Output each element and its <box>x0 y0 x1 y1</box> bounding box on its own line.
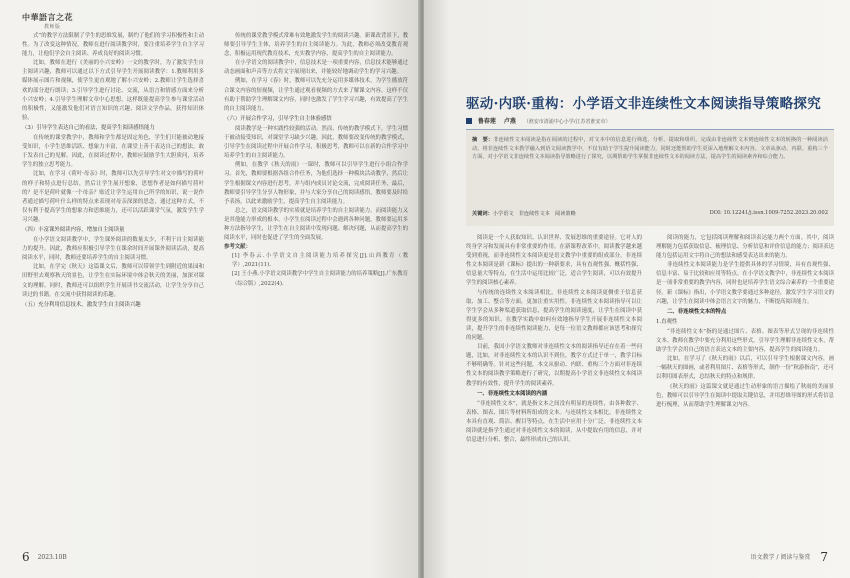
issue-date: 2023.10B <box>37 554 67 561</box>
paragraph: 比如，在学习了《秋天的雨》以后，可以引导学生根据课文内容，画一幅秋天的图画，或者利用图片、表格等形式，制作一份“秋游指南”，还可以利用图表形式，总结秋天的特点和规律。 <box>656 356 835 381</box>
paragraph: 与传统的连续性文本阅读相比，非连续性文本阅读更侧重于信息获取、加工、整合等方面，更加注重实用性。非连续性文本阅读指导可以让学生学会从多种渠道获取信息，提高学生的阅读速度，让学生在阅读中获得更多的知识。在教学实践中如何有效地指导学生开展非连续性文本阅读，提升学生的非连续性阅读能力，是每一位语文教师都应该思考和探究的问题。 <box>466 289 642 342</box>
section-heading: 二、非连续性文本的特点 <box>667 308 727 315</box>
paragraph: 在传统的课堂教学中，教师和学生都是固定角色，学生们只能被动地接受知识，小学生思维活跃、想象力丰富，在课堂上善于表达自己的想法，敢于发表自己的见解。因此，在阅读过程中，教师应鼓励学生大胆质问，培养学生的独立思考能力。 <box>22 135 204 169</box>
left-column-1 <box>22 32 204 311</box>
reference-item: [1] 李春云.小学语文自主阅读能力培养探究[J].山西教育（教学）,2021(11). <box>232 253 408 269</box>
paragraph: 在小学语文阅读教学中，学生课外阅读的数量太少，不利于自主阅读能力的提升。因此，教师应积极引导学生在课余时间开展课外阅读活动，提高阅读水平，同时，教师还要培养学生的自主阅读习惯。 <box>22 237 204 262</box>
paragraph: “非连续性文本”指的是通过图片、表格、图表等形式呈现的非连续性文本。教师在教学中要充分利用这些形式，引导学生理解非连续性文本，帮助学生学会用自己的语言表达文本的主要内容，提高学生的阅读能力。 <box>656 328 834 354</box>
author-affiliation: （淮安市清浦中心小学/江苏省淮安市） <box>523 119 611 125</box>
paragraph: 总之，语文阅读教学的实质就是培养学生的自主阅读能力。而阅读能力又是其他能力形成的根本。小学生在阅读过程中会遇到各种问题，教师要运用多种方法指导学生，让学生在自主阅读中发现问题、解决问题，从而提高学生的阅读水平，同时也促进了学生的全面发展。 <box>224 207 408 242</box>
section-heading: （四）丰富课外阅读内容，增加自主阅读量 <box>22 226 125 233</box>
paragraph: 阅读是一个人获取知识、认识世界、发展思维的重要途径。它对人的终身学习和发展具有非常重要的作用。在新课程改革中，阅读教学越来越受到重视，而非连续性文本阅读更是语文教学中重要的组成部分。非连续性文本阅读是新《课标》提出的一种新要求，具有直观性强、概括性强、信息量大等特点，在生活中运用比较广泛，适合学生阅读，可以有效提升学生的阅读核心素养。 <box>466 235 642 287</box>
section-heading: （3）引导学生表达自己的看法，提高学生阅读感悟能力 <box>22 124 155 131</box>
paragraph: 阅读教学是一种实践性较强的活动。然而，传统的教学模式下，学生习惯于被动接受知识，对课堂学习缺少兴趣。因此，教师要改变传统的教学模式，引导学生在阅读过程中开展合作学习，积极思考，教师可以在新的合作学习中培养学生的自主阅读能力。 <box>224 125 408 160</box>
author-name: 鲁春莲 <box>477 118 496 125</box>
reference-item: [2] 王小燕.小学语文阅读教学中学生自主阅读能力的培养策略[J].广东教育（综合版）,2022(4). <box>232 271 408 287</box>
article-title: 驱动·内联·重构：小学语文非连续性文本阅读指导策略探究 <box>466 96 821 112</box>
keywords-text: 小学语文 非连续性文本 阅读策略 <box>492 211 576 217</box>
right-page <box>424 0 850 578</box>
abstract-box <box>466 129 834 226</box>
references-heading: 参考文献： <box>224 244 251 251</box>
left-page-footer <box>22 550 67 564</box>
paragraph: 目前，我国小学语文教师对非连续性文本的阅读指导还存在着一些问题，比如，对非连续性文本的认识不到位，教学方式过于单一，教学目标不够明确等。针对这些问题，本文从驱动、内联、重构三个方面对非连续性文本的阅读教学策略进行了研究，以期提高小学语文非连续性文本阅读教学的有效性，提升学生的阅读素养。 <box>466 344 642 387</box>
byline-square-icon <box>466 118 472 124</box>
paragraph: “非连续性文本”，就是指文本之间没有明显的连续性，由各种数字、表格、图表、图片等材料所组成的文本。与连续性文本相比，非连续性文本具有直观、简洁、醒目等特点，在生活中应用十分广泛。非连续性文本阅读就是指学生通过对非连续性文本的阅读，从中提取有用的信息，并对信息进行分析、整合，最终形成自己的认识。 <box>466 400 642 444</box>
abstract <box>472 136 828 162</box>
left-page <box>0 0 420 578</box>
right-column-2 <box>656 234 834 410</box>
right-column-1 <box>466 234 642 445</box>
section-heading: （六）开展合作学习，引导学生自主体验感悟 <box>224 115 332 122</box>
paragraph: 例如，在教学《秋天的雨》一课时，教师可以引导学生进行小组合作学习。首先，教师要根据各组合作任务，为他们选择一种模块活动教学，然后让学生根据课文内容进行思考，并与组内成员讨论交流，完成阅读任务，最后，教师要引导学生分享人物形象，并与大家分享自己的阅读感悟，教师要及时给予表扬，以此来激励学生，提高学生自主阅读能力。 <box>224 162 408 205</box>
paragraph: 《秋天的雨》这篇课文就是通过生动形象的语言描绘了秋雨的美丽景色，教师可以引导学生在阅读中提取关键信息，并用思维导图的形式将信息进行梳理，从而帮助学生理解课文内容。 <box>656 383 834 408</box>
paragraph: 例如，在学习《春》时，教师可以先充分运用多媒体技术，为学生播放符合课文内容的短视频，让学生通过观看视频的方式来了解课文内容，这样不仅有助于帮助学生理解课文内容，同时也激发了学生学习兴趣，有效提高了学生的自主阅读能力。 <box>224 78 408 112</box>
abstract-text: 非连续性文本阅读是指在阅读的过程中，对文本中的信息进行筛选、分析、提取和组织，完成由非连续性文本到连续性文本的转换的一种阅读活动。将非连续性文本教学融入到语文阅读教学中，不仅有助于学生提升阅读能力，同时还能帮助学生更深入地理解文本内容。文章从驱动、内联、重构三个方面，对小学语文非连续性文本阅读指导策略进行了探究，以期帮助学生掌握非连续性文本的阅读方法，提高学生的阅读素养和综合能力。 <box>472 137 828 161</box>
section-heading: 1.直观性 <box>656 318 678 325</box>
paragraph: 式”的教学方法限制了学生的思维发展，制约了他们的学习积极性和主动性。为了改变这种情况，教师在进行阅读教学时，要注重培养学生自主学习能力，让他们学会自主阅读、养成良好的阅读习惯。 <box>22 33 204 58</box>
keywords-row <box>472 210 828 217</box>
paragraph: 阅读的能力，它包括阅读理解和阅读表达能力两个方面。其中，阅读理解能力包括获取信息、梳理信息、分析信息和评价信息的能力；阅读表达能力包括运用文字将自己的想法和感受表达出来的能力。 <box>656 235 834 260</box>
keywords-label: 关键词： <box>472 211 493 217</box>
page-number-left: 6 <box>22 550 30 564</box>
coauthor-name: 卢燕 <box>503 118 516 125</box>
right-page-footer: 语文教学 / 阅读与鉴赏 7 <box>750 550 828 564</box>
paragraph: 比如，教师在进行《美丽的小兴安岭》一文的教学时，为了激发学生自主阅读兴趣，教师可以通过以下方式引导学生开展阅读教学：1.教师利用多媒体展示图片和视频，使学生更直观地了解小兴安岭；2.教师让学生选择喜欢的部分进行朗读；3.引导学生进行讨论、交流，从语言和情感方面来分析小兴安岭；4.引导学生理解文章中心思想。这样既能提高学生参与课堂活动的积极性，又能激发他们对语言知识的兴趣，阅读文学作品，获得知识体验。 <box>22 60 204 121</box>
abstract-label: 摘 要： <box>472 137 494 143</box>
paragraph: 传统的课堂教学模式常难有效地激发学生的阅读兴趣。新课改背景下，教师要引导学生主体，培养学生的自主阅读能力。为此，教师必须改变教育观念，积极运用现代教育技术，充实教学内容，提高学生的自主阅读能力。 <box>224 33 408 58</box>
paragraph: 比如，在学完《秋天》这篇课文后，教师可以带领学生到附近的果园和田野里去观察秋天的景色，让学生在实际环境中体会秋天的美丽，加深对课文的理解。同时，教师还可以组织学生开展读书交流活动，让学生分享自己读过的书籍，在交流中获得阅读的乐趣。 <box>22 264 204 298</box>
left-column-2 <box>224 32 408 289</box>
logo-subtitle: 教师版 <box>44 24 61 30</box>
journal-logo <box>22 12 73 30</box>
journal-name: 语文教学 <box>750 554 775 561</box>
paragraph: 非连续性文本阅读能力是学生提供具体的学习情境，具有直观性强、信息丰富、易于比较和应用等特点。在小学语文教学中，非连续性文本阅读是一项非常重要的教学内容，同时也是培养学生语文综合素养的一个重要途径。新《课标》指出，小学语文教学要通过多种途径，激发学生学习语文的兴趣，让学生在阅读中体会语言文字的魅力，不断提高阅读能力。 <box>656 262 834 305</box>
section-name: 阅读与鉴赏 <box>780 554 811 561</box>
article-byline <box>466 116 610 125</box>
page-number-right: 7 <box>820 550 828 564</box>
paragraph: 比如，在学习《荷叶·母亲》时，教师可以先引导学生对文中描写的荷叶的样子和特点进行总结，然后让学生展开想象，思想作者是如何描写荷叶的？是不是荷叶就像一个母亲？贴近让学生运用自己所学的知识，说一说作者通过描写荷叶什么样的特点来表现对母亲深深的思念，通过这种方式，不仅有利于提高学生的想象力和思维能力，还可以活跃课堂气氛，激发学生学习兴趣。 <box>22 171 204 223</box>
paragraph: 在小学语文的阅读教学中，信息技术是一项重要内容，信息技术能够通过动态画面和声音等方式将文字展现出来，并能较好地调动学生的学习兴趣。 <box>224 60 408 76</box>
section-heading: 一、非连续性文本阅读的内涵 <box>477 390 548 397</box>
section-heading: （五）充分利用信息技术，激发学生自主阅读兴趣 <box>22 301 141 308</box>
logo-text: 中華語言之花 <box>22 12 73 22</box>
doi: DOI: 10.12241/j.issn.1009-7252.2023.20.002 <box>709 210 828 216</box>
